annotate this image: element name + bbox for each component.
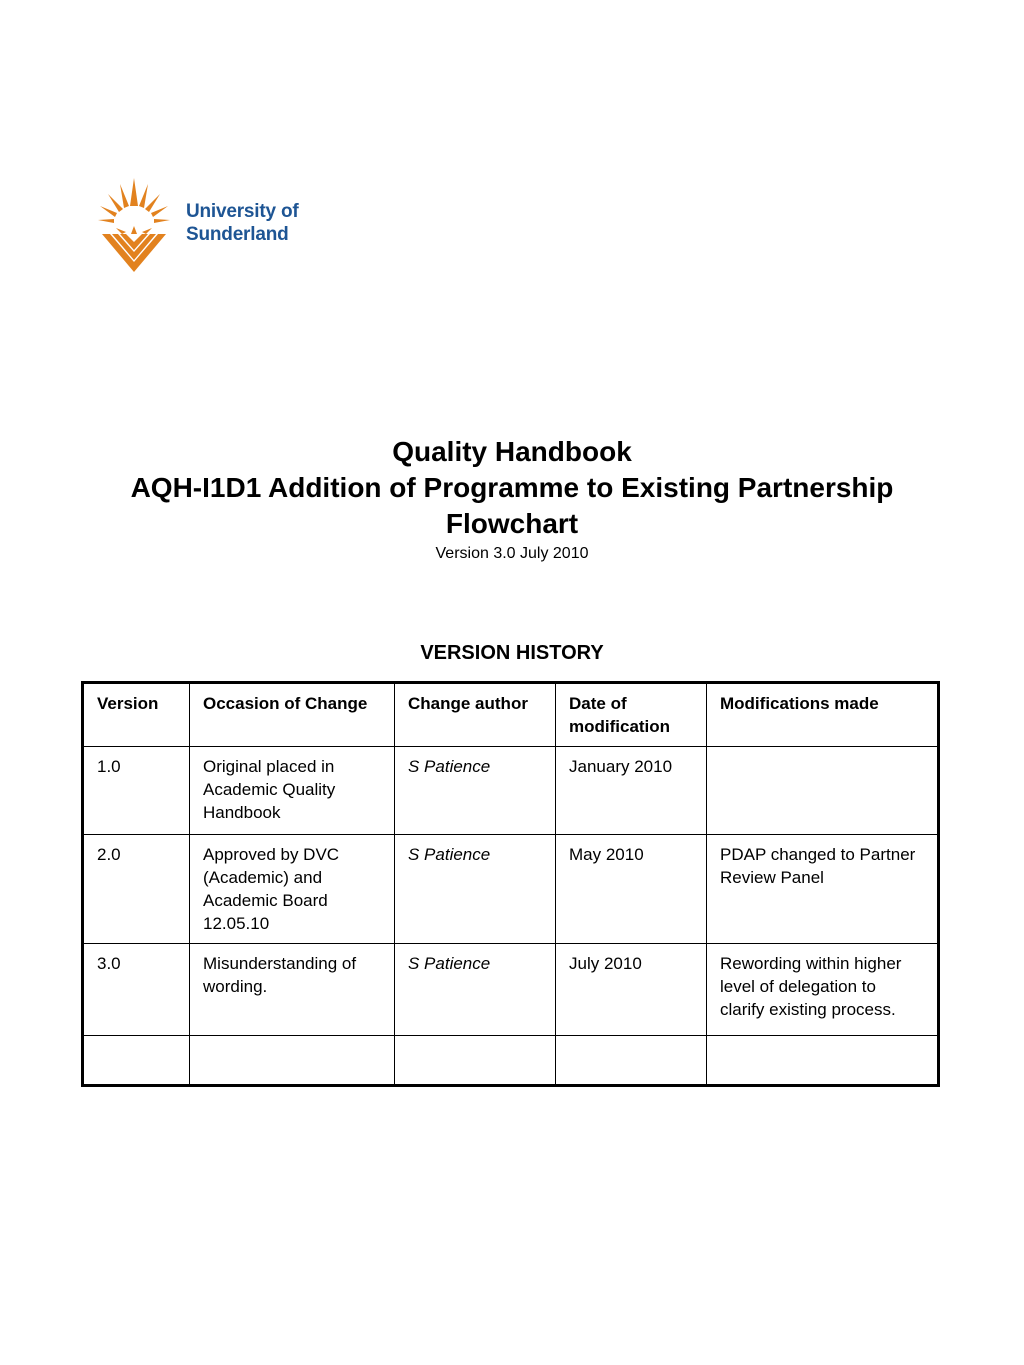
column-header-date: Date of modification: [556, 683, 707, 747]
column-header-version: Version: [83, 683, 190, 747]
sunburst-logo-icon: [98, 176, 170, 274]
cell-version: 1.0: [83, 747, 190, 835]
table-row: [83, 944, 939, 1036]
cell-modifications: [707, 747, 939, 835]
cell-author: S Patience: [395, 747, 556, 835]
cell-modifications: [707, 1036, 939, 1086]
cell-occasion: Original placed in Academic Quality Handbook: [190, 747, 395, 835]
document-version: Version 3.0 July 2010: [435, 545, 589, 562]
cell-date: [556, 1036, 707, 1086]
version-history-heading: VERSION HISTORY: [420, 642, 604, 664]
cell-modifications: Rewording within higher level of delegation to clarify existing process.: [707, 944, 939, 1036]
cell-modifications: PDAP changed to Partner Review Panel: [707, 835, 939, 944]
table-row-empty: [83, 1036, 939, 1086]
cell-occasion: [190, 1036, 395, 1086]
cell-author: [395, 1036, 556, 1086]
cell-date: May 2010: [556, 835, 707, 944]
document-subtitle-continued: Flowchart: [445, 508, 579, 539]
cell-version: [83, 1036, 190, 1086]
university-logo: [98, 176, 338, 274]
column-header-modifications: Modifications made: [707, 683, 939, 747]
document-title: Quality Handbook: [392, 436, 632, 467]
column-header-occasion: Occasion of Change: [190, 683, 395, 747]
cell-author: S Patience: [395, 944, 556, 1036]
logo-wordmark: [186, 200, 299, 246]
cell-date: July 2010: [556, 944, 707, 1036]
column-header-author: Change author: [395, 683, 556, 747]
cell-occasion: Approved by DVC (Academic) and Academic Board 12.05.10: [190, 835, 395, 944]
version-history-table: [81, 681, 940, 1087]
document-subtitle: AQH-I1D1 Addition of Programme to Existing Partnership: [130, 472, 894, 503]
cell-author: S Patience: [395, 835, 556, 944]
cell-version: 2.0: [83, 835, 190, 944]
cell-occasion: Misunderstanding of wording.: [190, 944, 395, 1036]
document-title-block: [0, 434, 1024, 564]
table-row: [83, 747, 939, 835]
cell-version: 3.0: [83, 944, 190, 1036]
table-header-row: [83, 683, 939, 747]
table-row: [83, 835, 939, 944]
logo-line-1: University of: [186, 201, 299, 222]
cell-date: January 2010: [556, 747, 707, 835]
logo-line-2: Sunderland: [186, 224, 289, 245]
